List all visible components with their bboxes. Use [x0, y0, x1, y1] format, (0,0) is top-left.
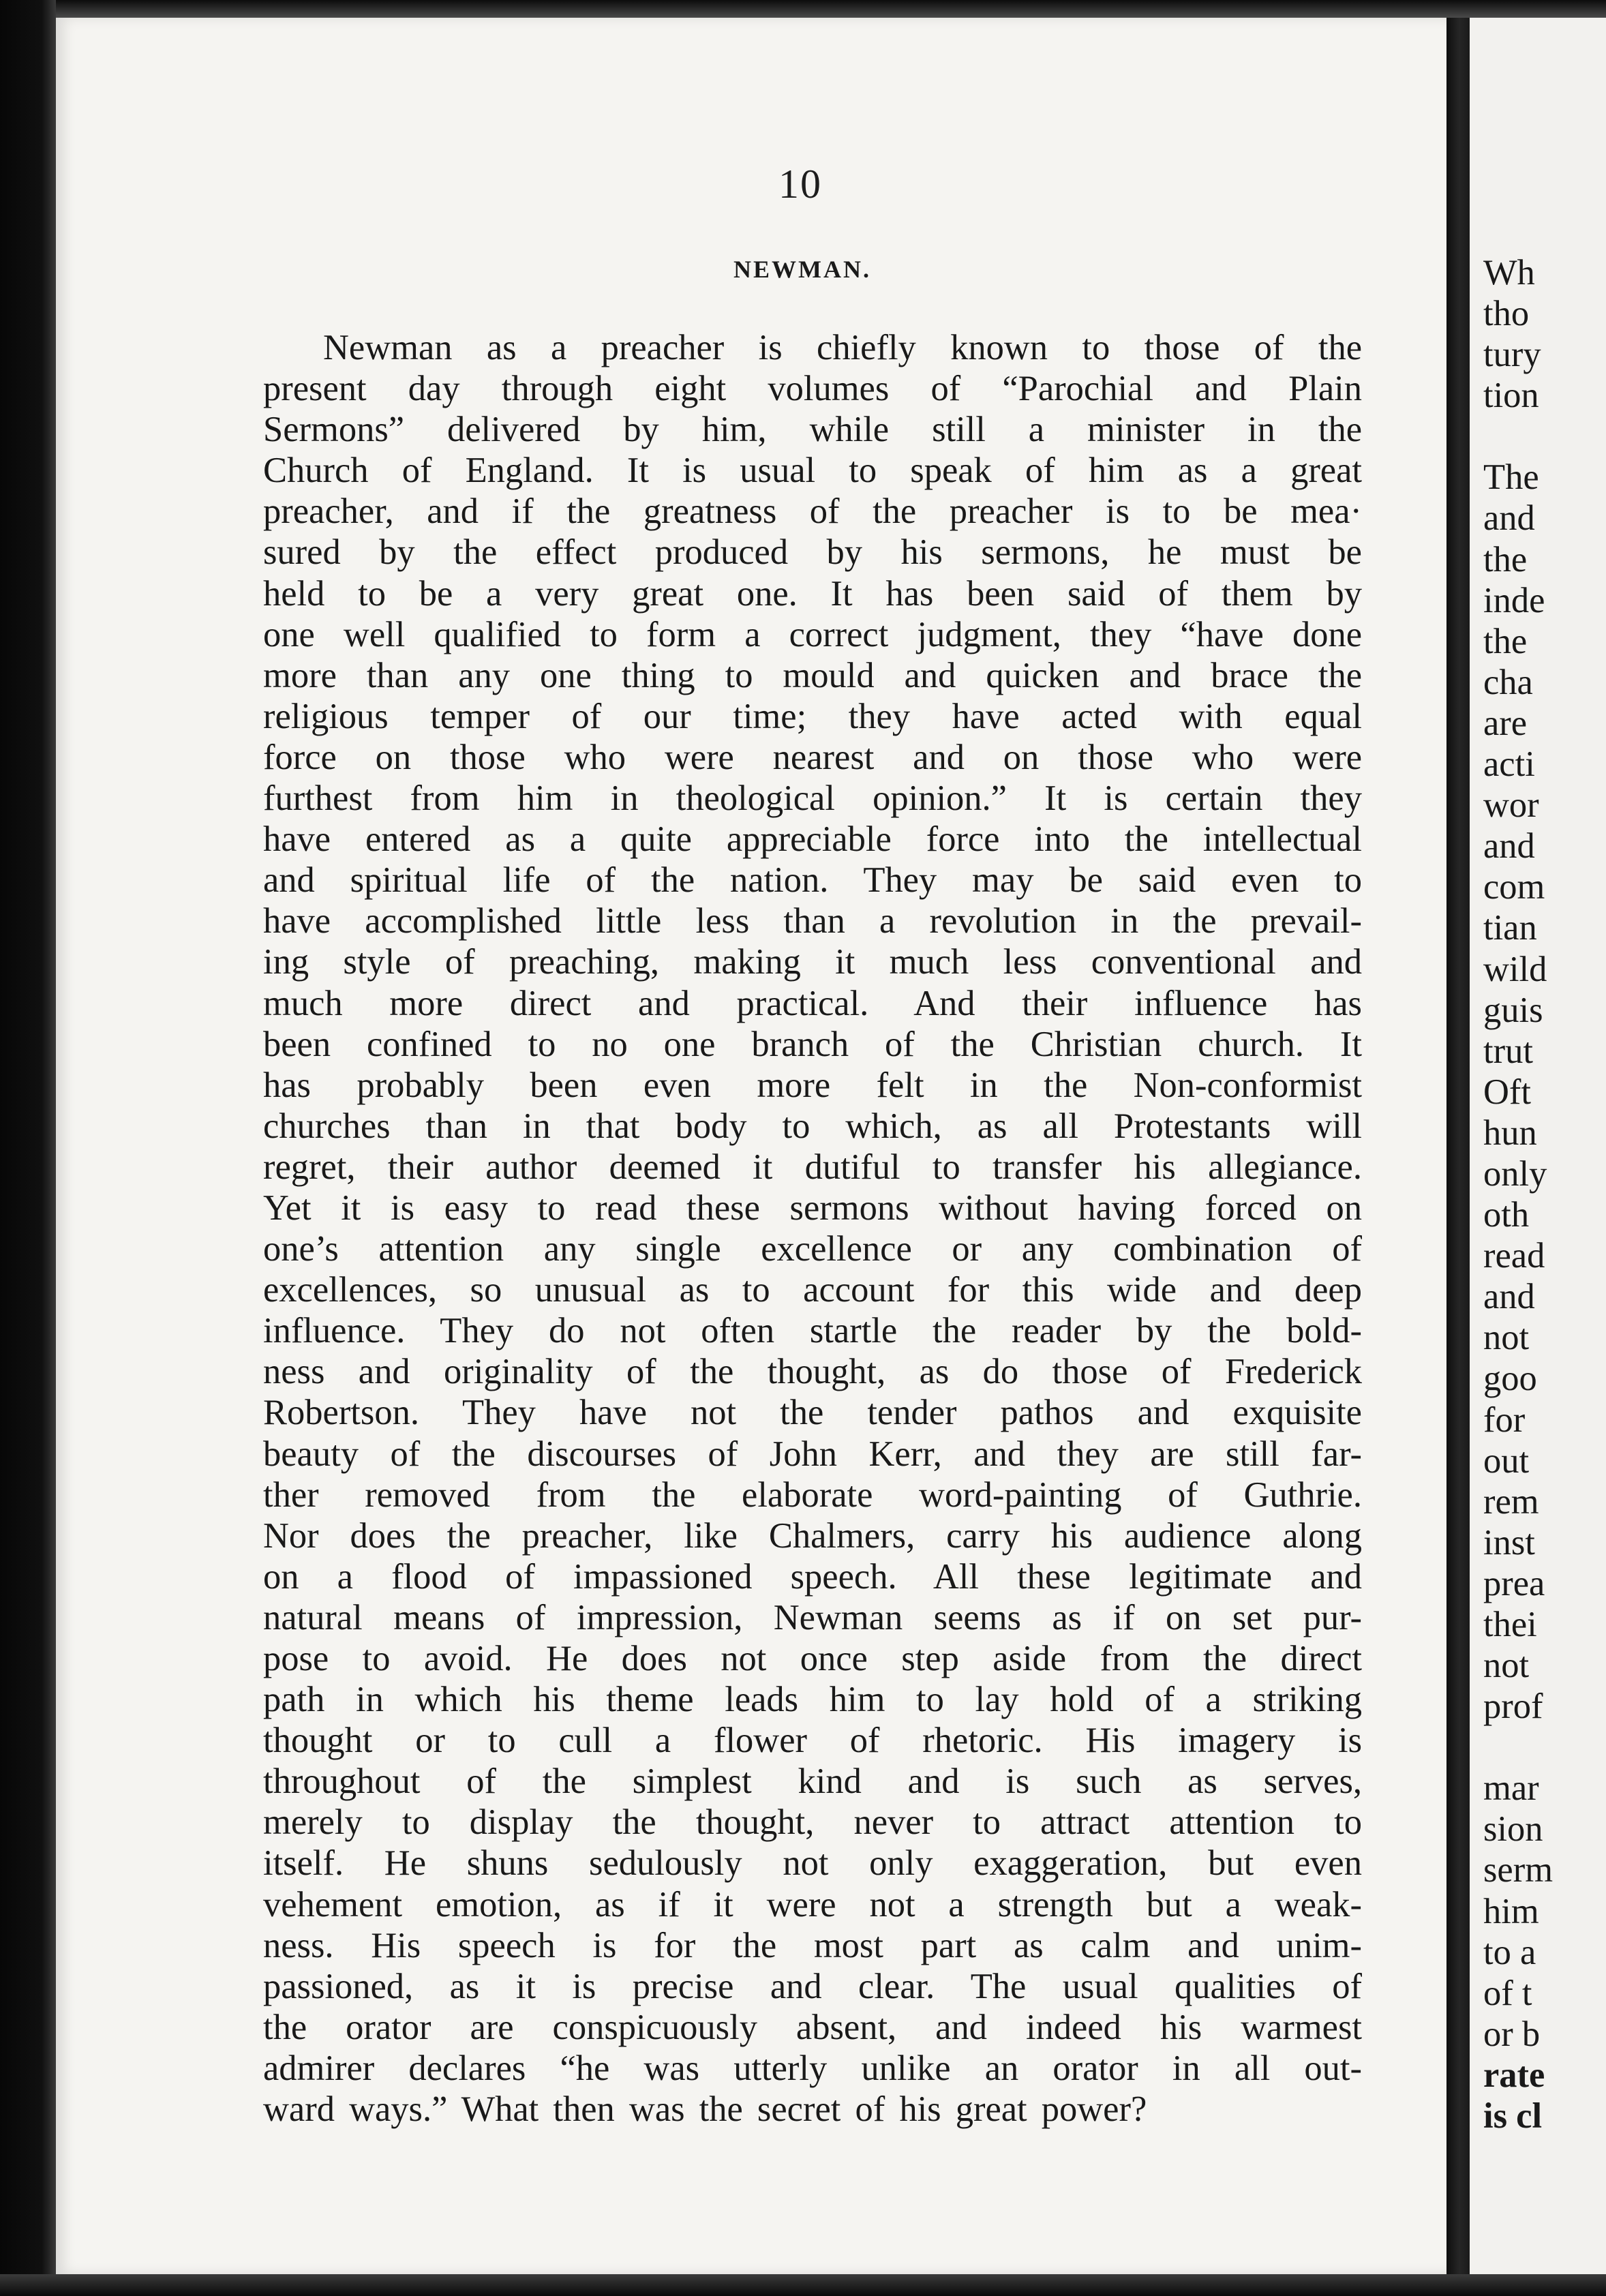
- body-line: Nor does the preacher, like Chalmers, carry his audience along: [263, 1515, 1362, 1556]
- facing-line-fragment: goo: [1483, 1359, 1537, 1399]
- body-line: natural means of impression, Newman seems as if on set pur-: [263, 1597, 1362, 1637]
- facing-line-fragment: the: [1483, 621, 1528, 661]
- facing-line-fragment: trut: [1483, 1031, 1533, 1071]
- body-line: force on those who were nearest and on those who were: [263, 737, 1362, 777]
- facing-line-fragment: tury: [1483, 335, 1541, 375]
- body-line: and spiritual life of the nation. They may be said even to: [263, 860, 1362, 901]
- facing-line-fragment: prof: [1483, 1687, 1543, 1727]
- body-line: Sermons” delivered by him, while still a minister in the: [263, 410, 1362, 450]
- scan-border-bottom: [0, 2274, 1606, 2296]
- facing-line-fragment: him: [1483, 1891, 1539, 1931]
- facing-line-fragment: and: [1483, 826, 1535, 866]
- facing-page: [1470, 18, 1606, 2274]
- page-number: 10: [778, 162, 822, 207]
- facing-line-fragment: and: [1483, 498, 1535, 539]
- facing-line-fragment: are: [1483, 703, 1528, 743]
- body-line: more than any one thing to mould and quicken and brace the: [263, 655, 1362, 695]
- body-line: thought or to cull a flower of rhetoric. His imagery is: [263, 1721, 1362, 1761]
- facing-line-fragment: guis: [1483, 990, 1543, 1030]
- facing-line-fragment: is cl: [1483, 2096, 1543, 2136]
- body-line: itself. He shuns sedulously not only exaggeration, but even: [263, 1843, 1362, 1884]
- facing-line-fragment: [1483, 1727, 1553, 1768]
- body-line: admirer declares “he was utterly unlike an orator in all out-: [263, 2048, 1362, 2088]
- body-line: much more direct and practical. And their influence has: [263, 983, 1362, 1023]
- body-text: [263, 327, 1362, 2130]
- body-line: beauty of the discourses of John Kerr, and they are still far-: [263, 1434, 1362, 1474]
- facing-line-fragment: only: [1483, 1153, 1547, 1194]
- body-line: one’s attention any single excellence or any combination of: [263, 1229, 1362, 1269]
- facing-line-fragment: not: [1483, 1318, 1530, 1358]
- facing-line-fragment: and: [1483, 1277, 1535, 1317]
- running-title: NEWMAN.: [733, 256, 871, 283]
- facing-line-fragment: out: [1483, 1440, 1530, 1481]
- facing-line-fragment: wild: [1483, 949, 1547, 989]
- facing-line-fragment: Wh: [1483, 253, 1535, 292]
- body-line: has probably been even more felt in the Non-conformist: [263, 1065, 1362, 1105]
- facing-line-fragment: inst: [1483, 1522, 1535, 1562]
- facing-line-fragment: mar: [1483, 1768, 1539, 1809]
- facing-line-fragment: wor: [1483, 785, 1539, 826]
- body-line: pose to avoid. He does not once step aside from the direct: [263, 1639, 1362, 1678]
- body-line: ness. His speech is for the most part as calm and unim-: [263, 1925, 1362, 1965]
- facing-line-fragment: the: [1483, 539, 1528, 579]
- body-line: Newman as a preacher is chiefly known to those of the: [323, 328, 1362, 367]
- body-line: held to be a very great one. It has been said of them by: [263, 573, 1362, 614]
- facing-page-text: [1483, 252, 1553, 2136]
- body-line: religious temper of our time; they have acted with equal: [263, 696, 1362, 736]
- facing-line-fragment: read: [1483, 1236, 1545, 1276]
- facing-line-fragment: oth: [1483, 1195, 1530, 1235]
- facing-line-fragment: to a: [1483, 1932, 1536, 1972]
- body-line: sured by the effect produced by his sermons, he must be: [263, 532, 1362, 573]
- body-line: excellences, so unusual as to account for this wide and deep: [263, 1270, 1362, 1310]
- facing-line-fragment: Oft: [1483, 1072, 1531, 1112]
- facing-line-fragment: tian: [1483, 908, 1537, 948]
- body-line: influence. They do not often startle the reader by the bold-: [263, 1311, 1362, 1351]
- body-line: passioned, as it is precise and clear. The usual qualities of: [263, 1966, 1362, 2006]
- book-gutter-shadow: [1446, 18, 1470, 2274]
- facing-line-fragment: or b: [1483, 2014, 1541, 2054]
- scan-border-left: [0, 0, 56, 2296]
- body-line: ther removed from the elaborate word-painting of Guthrie.: [263, 1475, 1362, 1515]
- body-line: furthest from him in theological opinion.” It is certain they: [263, 779, 1362, 819]
- body-line: Robertson. They have not the tender pathos and exquisite: [263, 1393, 1362, 1433]
- facing-line-fragment: tion: [1483, 376, 1539, 416]
- facing-line-fragment: rate: [1483, 2055, 1545, 2095]
- body-line: the orator are conspicuously absent, and indeed his warmest: [263, 2007, 1362, 2047]
- facing-line-fragment: hun: [1483, 1113, 1537, 1153]
- body-line: regret, their author deemed it dutiful to transfer his allegiance.: [263, 1147, 1362, 1187]
- facing-line-fragment: of t: [1483, 1973, 1532, 2013]
- facing-line-fragment: [1483, 416, 1553, 457]
- facing-line-fragment: thei: [1483, 1605, 1537, 1644]
- body-line: Yet it is easy to read these sermons without having forced on: [263, 1188, 1362, 1228]
- body-line: ward ways.” What then was the secret of his great power?: [263, 2089, 1147, 2130]
- body-line: one well qualified to form a correct judgment, they “have done: [263, 614, 1362, 654]
- body-line: merely to display the thought, never to attract attention to: [263, 1802, 1362, 1843]
- body-line: have entered as a quite appreciable force into the intellectual: [263, 819, 1362, 860]
- body-line: have accomplished little less than a revolution in the prevail-: [263, 901, 1362, 941]
- body-line: churches than in that body to which, as all Protestants will: [263, 1106, 1362, 1146]
- facing-line-fragment: tho: [1483, 294, 1530, 334]
- facing-line-fragment: prea: [1483, 1563, 1545, 1603]
- facing-line-fragment: The: [1483, 457, 1539, 498]
- facing-line-fragment: for: [1483, 1400, 1526, 1440]
- body-line: Church of England. It is usual to speak of him as a great: [263, 451, 1362, 491]
- body-line: throughout of the simplest kind and is such as serves,: [263, 1762, 1362, 1802]
- facing-line-fragment: not: [1483, 1646, 1530, 1686]
- facing-line-fragment: sion: [1483, 1809, 1543, 1849]
- body-line: preacher, and if the greatness of the preacher is to be mea·: [263, 492, 1362, 532]
- facing-line-fragment: inde: [1483, 580, 1545, 620]
- scan-border-top: [0, 0, 1606, 18]
- facing-line-fragment: rem: [1483, 1481, 1539, 1522]
- body-line: on a flood of impassioned speech. All these legitimate and: [263, 1556, 1362, 1597]
- body-line: been confined to no one branch of the Christian church. It: [263, 1024, 1362, 1064]
- body-line: vehement emotion, as if it were not a strength but a weak-: [263, 1884, 1362, 1924]
- body-line: ness and originality of the thought, as do those of Frederick: [263, 1352, 1362, 1392]
- body-line: path in which his theme leads him to lay hold of a striking: [263, 1680, 1362, 1720]
- body-line: present day through eight volumes of “Parochial and Plain: [263, 369, 1362, 409]
- facing-line-fragment: com: [1483, 867, 1545, 907]
- facing-line-fragment: cha: [1483, 662, 1533, 702]
- body-line: ing style of preaching, making it much less conventional and: [263, 942, 1362, 982]
- facing-line-fragment: serm: [1483, 1850, 1554, 1890]
- facing-line-fragment: acti: [1483, 744, 1535, 785]
